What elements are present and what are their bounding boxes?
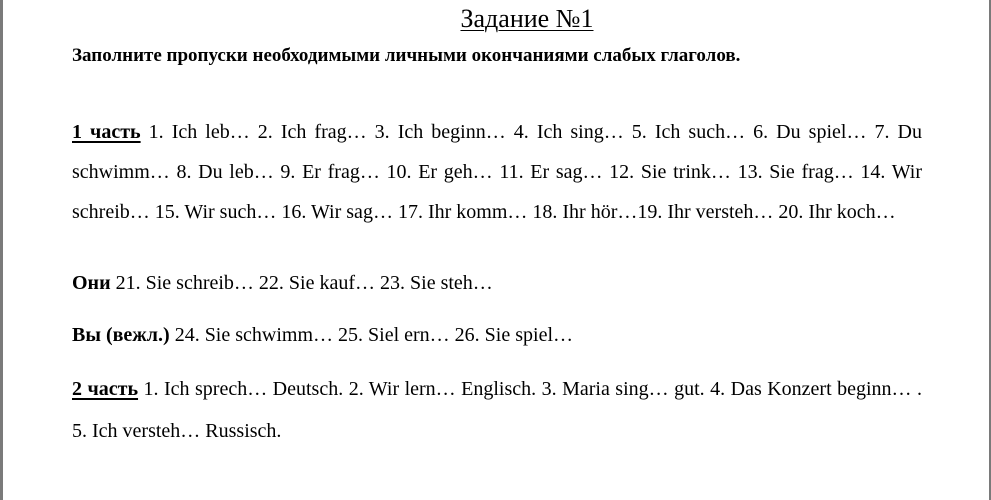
vy-label: Вы (вежл.) — [72, 324, 170, 346]
oni-text: 21. Sie schreib… 22. Sie kauf… 23. Sie steh… — [110, 272, 493, 294]
task-instruction: Заполните пропуски необходимыми личными окончаниями слабых глаголов. — [72, 45, 741, 66]
oni-line — [72, 272, 493, 295]
part-2-label: 2 часть — [72, 378, 139, 400]
vy-line — [72, 324, 573, 347]
part-2-paragraph — [72, 368, 922, 452]
page-title: Задание №1 — [460, 4, 594, 33]
part-1-label: 1 часть — [72, 121, 141, 143]
part-1-text: 1. Ich leb… 2. Ich frag… 3. Ich beginn… 4. Ich sing… 5. Ich such… 6. Du spiel… 7. Du schwimm… 8. Du leb… 9. Er frag… 10. Er geh… 11. Er sag… 12. Sie trink… 13. Sie frag… 14. Wir schreib… 15. Wir such… 16. Wir sag… 17. Ihr komm… 18. Ihr hör…19. Ihr versteh… 20. Ihr koch… — [72, 121, 922, 223]
oni-label: Они — [72, 272, 111, 294]
vy-text: 24. Sie schwimm… 25. Siel ern… 26. Sie spiel… — [169, 324, 573, 346]
part-1-paragraph — [72, 112, 922, 232]
page-left-border — [0, 0, 3, 500]
part-2-text: 1. Ich sprech… Deutsch. 2. Wir lern… Englisch. 3. Maria sing… gut. 4. Das Konzert beginn… . 5. Ich versteh… Russisch. — [72, 378, 923, 442]
